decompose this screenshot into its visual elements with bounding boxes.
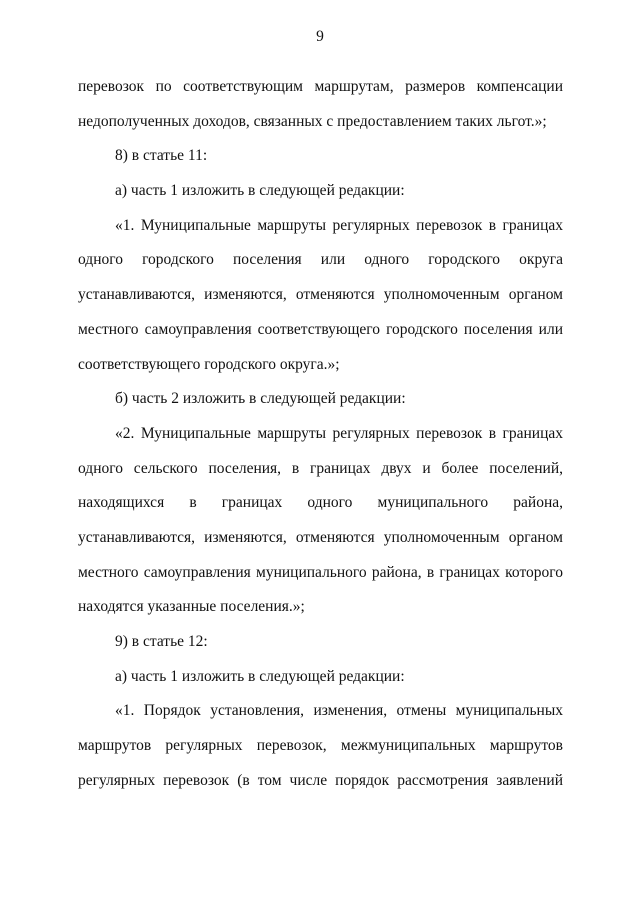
text-line: б) часть 2 изложить в следующей редакции:: [115, 390, 406, 408]
text-line: местного самоуправления соответствующего городского поселения или: [78, 320, 563, 338]
text-line: одного городского поселения или одного городского округа: [78, 251, 563, 269]
text-line: одного сельского поселения, в границах двух и более поселений,: [78, 459, 563, 477]
text-line: недополученных доходов, связанных с предоставлением таких льгот.»;: [78, 112, 547, 130]
text-line: а) часть 1 изложить в следующей редакции:: [115, 667, 405, 685]
text-line: регулярных перевозок (в том числе порядок рассмотрения заявлений: [78, 771, 563, 789]
text-line: местного самоуправления муниципального района, в границах которого: [78, 563, 563, 581]
text-line: «1. Порядок установления, изменения, отмены муниципальных: [115, 702, 563, 720]
text-line: устанавливаются, изменяются, отменяются уполномоченным органом: [78, 528, 563, 546]
text-line: а) часть 1 изложить в следующей редакции:: [115, 182, 405, 200]
text-line: соответствующего городского округа.»;: [78, 355, 340, 373]
text-line: 9) в статье 12:: [115, 633, 208, 650]
document-body: [78, 70, 563, 798]
text-line: маршрутов регулярных перевозок, межмуниципальных маршрутов: [78, 737, 563, 755]
text-line: «2. Муниципальные маршруты регулярных перевозок в границах: [115, 424, 563, 442]
text-line: устанавливаются, изменяются, отменяются уполномоченным органом: [78, 286, 563, 304]
text-line: перевозок по соответствующим маршрутам, размеров компенсации: [78, 78, 563, 95]
text-line: находятся указанные поселения.»;: [78, 598, 305, 616]
page-number: 9: [316, 28, 324, 45]
text-line: 8) в статье 11:: [115, 147, 208, 165]
text-line: «1. Муниципальные маршруты регулярных перевозок в границах: [115, 216, 563, 234]
text-line: находящихся в границах одного муниципального района,: [78, 494, 563, 512]
